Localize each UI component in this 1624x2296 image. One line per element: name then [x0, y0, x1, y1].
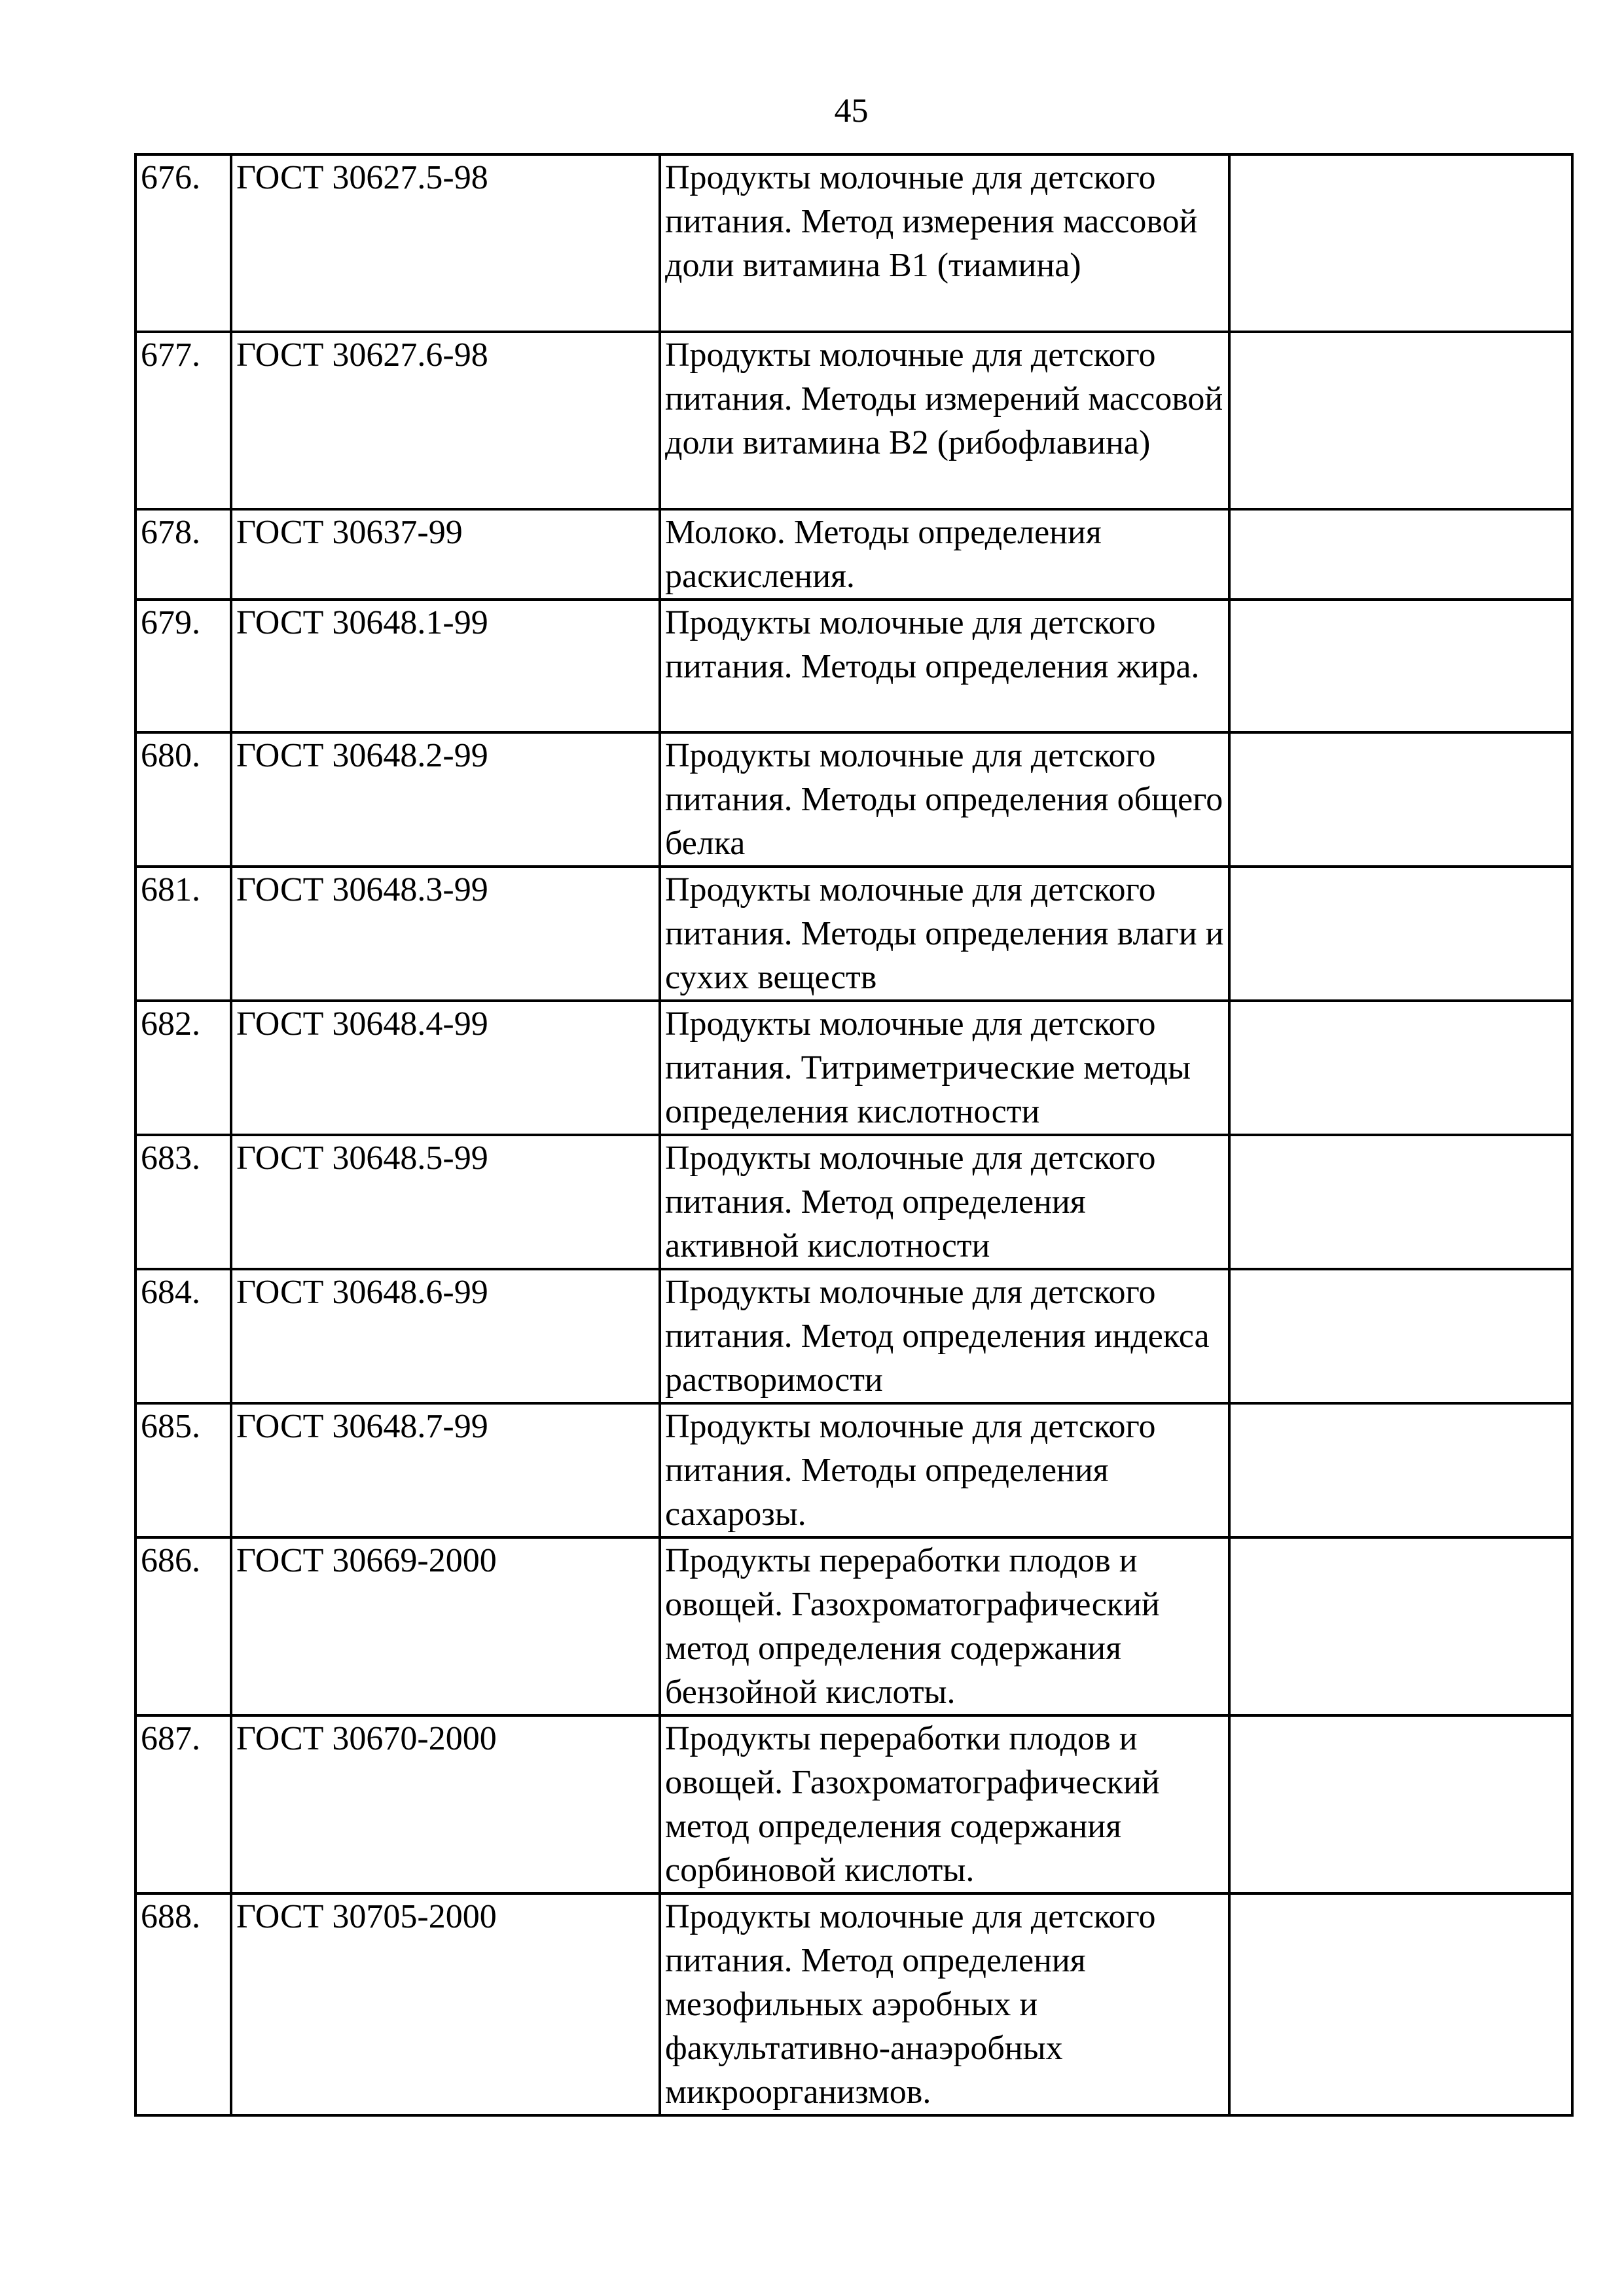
table-row [135, 1715, 1572, 1893]
standard-code: ГОСТ 30627.5-98 [231, 154, 660, 332]
standard-title: Продукты молочные для детского питания. Методы определения сахарозы. [660, 1403, 1229, 1537]
page-number: 45 [834, 92, 869, 130]
note-cell [1229, 1537, 1572, 1715]
standards-table [134, 153, 1574, 2117]
standard-title: Продукты молочные для детского питания. Титриметрические методы определения кислотности [660, 1001, 1229, 1135]
note-cell [1229, 154, 1572, 332]
table-row [135, 509, 1572, 600]
row-number: 683. [135, 1135, 231, 1269]
standard-title: Продукты молочные для детского питания. Методы определения общего белка [660, 732, 1229, 867]
standard-title: Продукты молочные для детского питания. Метод определения индекса растворимости [660, 1269, 1229, 1403]
table-row [135, 1269, 1572, 1403]
row-number: 677. [135, 332, 231, 509]
table-row [135, 1893, 1572, 2115]
table-row [135, 732, 1572, 867]
standard-code: ГОСТ 30637-99 [231, 509, 660, 600]
row-number: 686. [135, 1537, 231, 1715]
standard-title: Продукты переработки плодов и овощей. Газохроматографический метод определения содержания сорбиновой кислоты. [660, 1715, 1229, 1893]
row-number: 682. [135, 1001, 231, 1135]
standard-code: ГОСТ 30648.7-99 [231, 1403, 660, 1537]
table-row [135, 600, 1572, 732]
table-row [135, 1537, 1572, 1715]
note-cell [1229, 1135, 1572, 1269]
note-cell [1229, 1001, 1572, 1135]
row-number: 684. [135, 1269, 231, 1403]
standard-code: ГОСТ 30648.2-99 [231, 732, 660, 867]
standard-title: Продукты молочные для детского питания. Методы определения влаги и сухих веществ [660, 867, 1229, 1001]
note-cell [1229, 600, 1572, 732]
table-row [135, 332, 1572, 509]
row-number: 678. [135, 509, 231, 600]
standard-code: ГОСТ 30627.6-98 [231, 332, 660, 509]
standard-title: Продукты переработки плодов и овощей. Газохроматографический метод определения содержания бензойной кислоты. [660, 1537, 1229, 1715]
standard-title: Продукты молочные для детского питания. Методы измерений массовой доли витамина В2 (рибофлавина) [660, 332, 1229, 509]
row-number: 687. [135, 1715, 231, 1893]
table-row [135, 154, 1572, 332]
standard-code: ГОСТ 30648.5-99 [231, 1135, 660, 1269]
table-body [135, 154, 1572, 2115]
note-cell [1229, 509, 1572, 600]
note-cell [1229, 1715, 1572, 1893]
standard-code: ГОСТ 30669-2000 [231, 1537, 660, 1715]
note-cell [1229, 1403, 1572, 1537]
standard-code: ГОСТ 30648.6-99 [231, 1269, 660, 1403]
row-number: 685. [135, 1403, 231, 1537]
note-cell [1229, 1269, 1572, 1403]
note-cell [1229, 867, 1572, 1001]
row-number: 680. [135, 732, 231, 867]
standard-code: ГОСТ 30670-2000 [231, 1715, 660, 1893]
row-number: 681. [135, 867, 231, 1001]
note-cell [1229, 1893, 1572, 2115]
standard-title: Продукты молочные для детского питания. Методы определения жира. [660, 600, 1229, 732]
row-number: 676. [135, 154, 231, 332]
table-row [135, 1001, 1572, 1135]
standard-code: ГОСТ 30648.1-99 [231, 600, 660, 732]
note-cell [1229, 732, 1572, 867]
table-row [135, 1135, 1572, 1269]
row-number: 679. [135, 600, 231, 732]
standard-code: ГОСТ 30705-2000 [231, 1893, 660, 2115]
note-cell [1229, 332, 1572, 509]
row-number: 688. [135, 1893, 231, 2115]
standard-title: Продукты молочные для детского питания. Метод измерения массовой доли витамина В1 (тиамина) [660, 154, 1229, 332]
standard-title: Продукты молочные для детского питания. Метод определения активной кислотности [660, 1135, 1229, 1269]
table-row [135, 1403, 1572, 1537]
standard-title: Молоко. Методы определения раскисления. [660, 509, 1229, 600]
standard-code: ГОСТ 30648.3-99 [231, 867, 660, 1001]
table-row [135, 867, 1572, 1001]
standard-code: ГОСТ 30648.4-99 [231, 1001, 660, 1135]
standard-title: Продукты молочные для детского питания. Метод определения мезофильных аэробных и факультативно-анаэробных микроорганизмов. [660, 1893, 1229, 2115]
